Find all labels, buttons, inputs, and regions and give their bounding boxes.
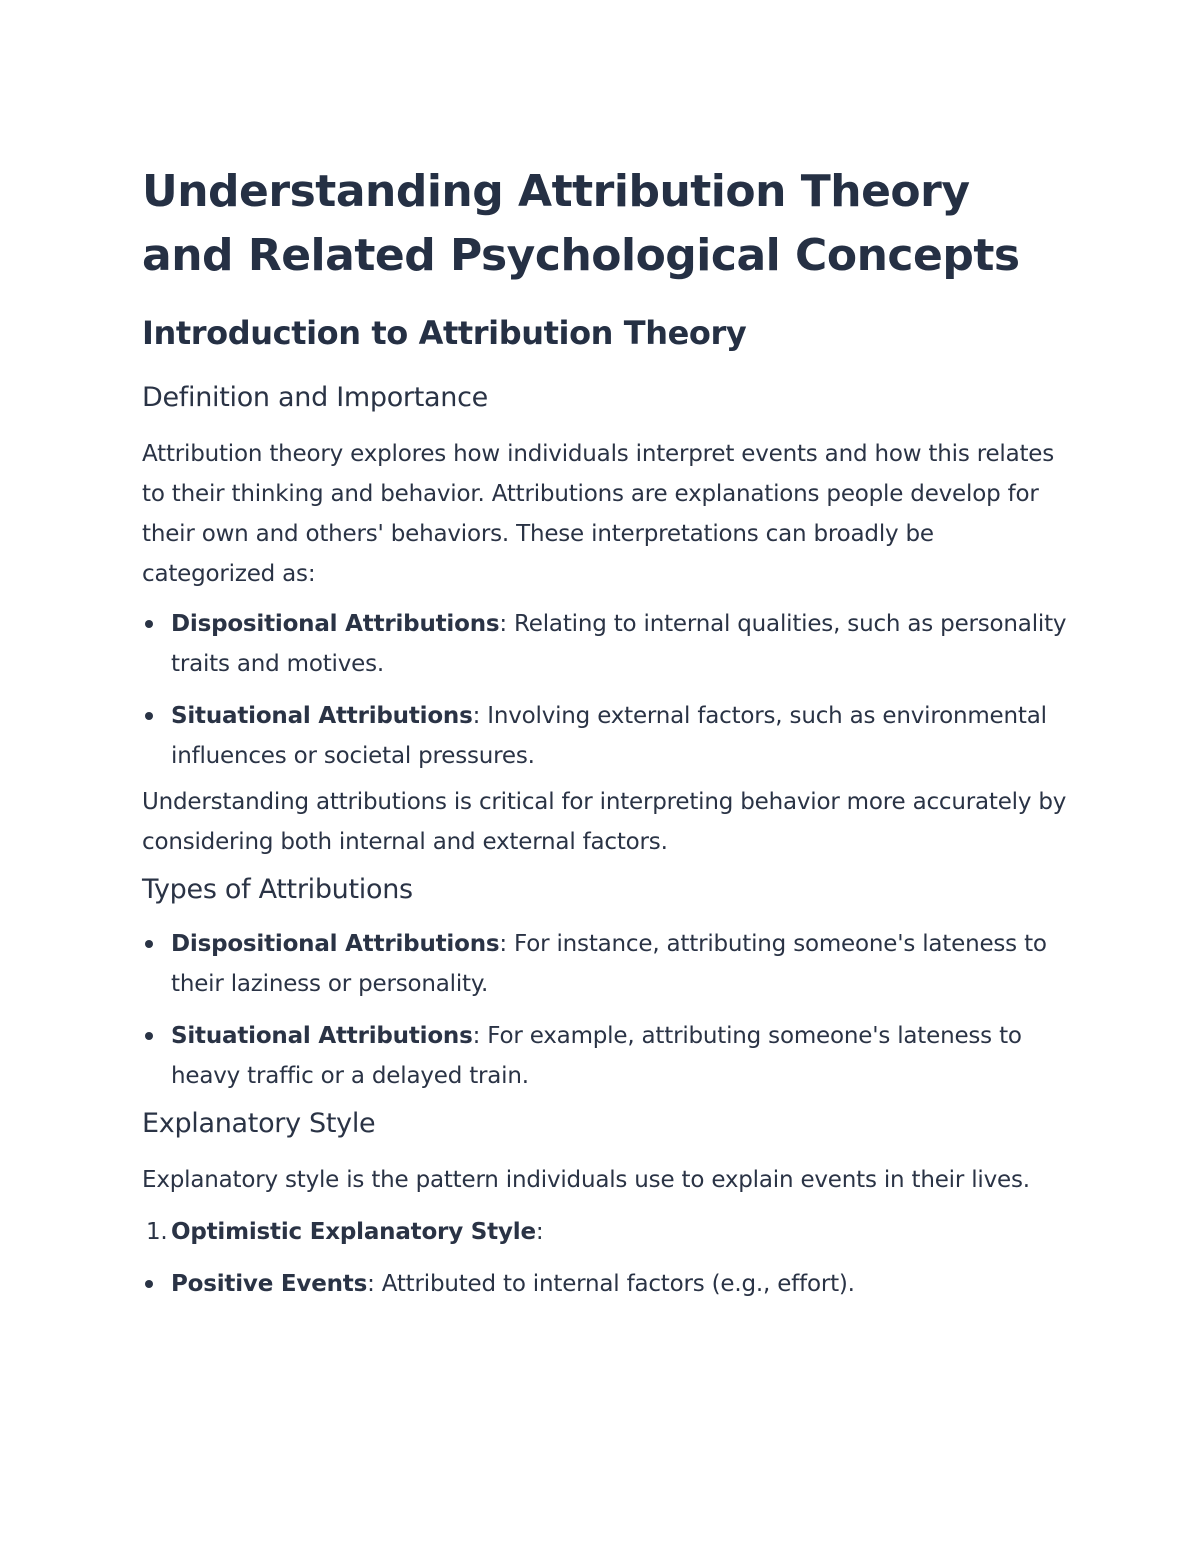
- list-item-term: Situational Attributions: [171, 1023, 473, 1049]
- list-item-text: : For example, attributing someone's lateness to heavy traffic or a delayed train.: [171, 1023, 1022, 1089]
- list-item-text: : Relating to internal qualities, such as personality traits and motives.: [171, 611, 1067, 677]
- document-page: [142, 160, 1072, 1304]
- definition-list: [142, 604, 1072, 776]
- bullet-icon: [145, 1032, 153, 1040]
- list-item: [142, 604, 1072, 684]
- list-number: 1.: [146, 1219, 168, 1245]
- list-item-text: : Involving external factors, such as environmental influences or societal pressures.: [171, 703, 1047, 769]
- types-list: [142, 924, 1072, 1096]
- list-item-term: Optimistic Explanatory Style: [171, 1219, 536, 1245]
- list-item: [142, 1016, 1072, 1096]
- explanatory-sub-list: [142, 1264, 1072, 1304]
- document-title: Understanding Attribution Theory and Related Psychological Concepts: [142, 166, 1020, 281]
- explanatory-numbered-list: [142, 1212, 1072, 1252]
- list-item-term: Dispositional Attributions: [171, 611, 500, 637]
- bullet-icon: [145, 940, 153, 948]
- explanatory-paragraph: Explanatory style is the pattern individuals use to explain events in their lives.: [142, 1167, 1030, 1193]
- bullet-icon: [145, 1280, 153, 1288]
- list-item: [142, 1264, 1072, 1304]
- subsection-heading-definition: Definition and Importance: [142, 382, 488, 413]
- list-item-term: Positive Events: [171, 1271, 368, 1297]
- subsection-heading-explanatory: Explanatory Style: [142, 1108, 376, 1139]
- section-heading: Introduction to Attribution Theory: [142, 314, 747, 352]
- list-item-text: :: [535, 1219, 544, 1245]
- list-item-text: : Attributed to internal factors (e.g., effort).: [367, 1271, 855, 1297]
- numbered-list-item: [142, 1212, 1072, 1252]
- list-item-term: Situational Attributions: [171, 703, 473, 729]
- definition-paragraph: Attribution theory explores how individuals interpret events and how this relates to their thinking and behavior. Attributions are explanations people develop for their own and others' behaviors. These interpretations can broadly be categorized as:: [142, 441, 1055, 587]
- list-item: [142, 924, 1072, 1004]
- list-item-term: Dispositional Attributions: [171, 931, 500, 957]
- subsection-heading-types: Types of Attributions: [142, 874, 413, 905]
- bullet-icon: [145, 712, 153, 720]
- definition-closing-paragraph: Understanding attributions is critical for interpreting behavior more accurately by considering both internal and external factors.: [142, 789, 1067, 855]
- bullet-icon: [145, 620, 153, 628]
- list-item: [142, 696, 1072, 776]
- list-item-text: : For instance, attributing someone's lateness to their laziness or personality.: [171, 931, 1047, 997]
